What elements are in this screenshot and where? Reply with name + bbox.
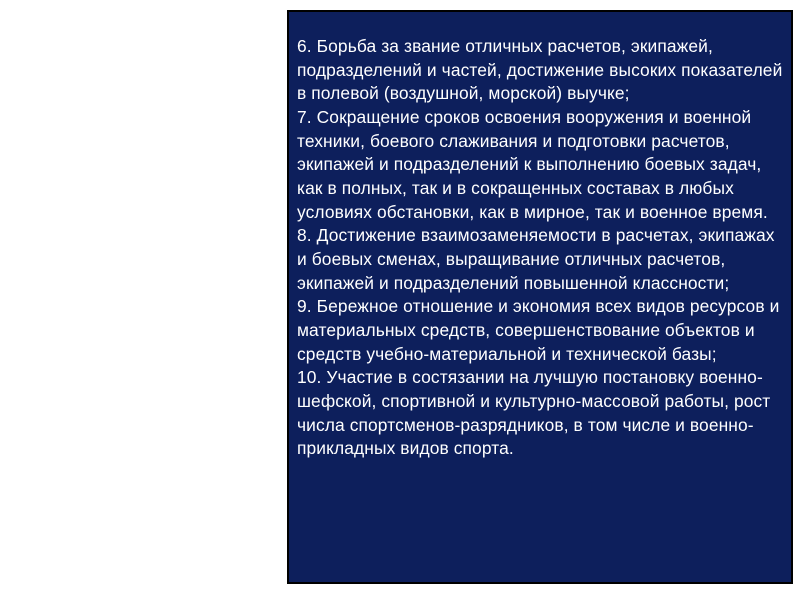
list-item-6: 6. Борьба за звание отличных расчетов, экипажей, подразделений и частей, достижение высоких показателей в полевой (воздушной, морской) выучке; — [297, 36, 783, 104]
list-item-10: 10. Участие в состязании на лучшую постановку военно-шефской, спортивной и культурно-массовой работы, рост числа спортсменов-разрядников, в том числе и военно-прикладных видов спорта. — [297, 367, 771, 459]
list-item-9: 9. Бережное отношение и экономия всех видов ресурсов и материальных средств, совершенствование объектов и средств учебно-материальной и технической базы; — [297, 296, 780, 364]
list-item-7: 7. Сокращение сроков освоения вооружения и военной техники, боевого слаживания и подготовки расчетов, экипажей и подразделений к выполнению боевых задач, как в полных, так и в сокращенных составах в любых условиях обстановки, как в мирное, так и военное время. — [297, 106, 768, 222]
item-list — [297, 35, 785, 461]
list-item-8: 8. Достижение взаимозаменяемости в расчетах, экипажах и боевых сменах, выращивание отличных расчетов, экипажей и подразделений повышенной классности; — [297, 225, 775, 293]
text-content-box — [287, 10, 793, 584]
